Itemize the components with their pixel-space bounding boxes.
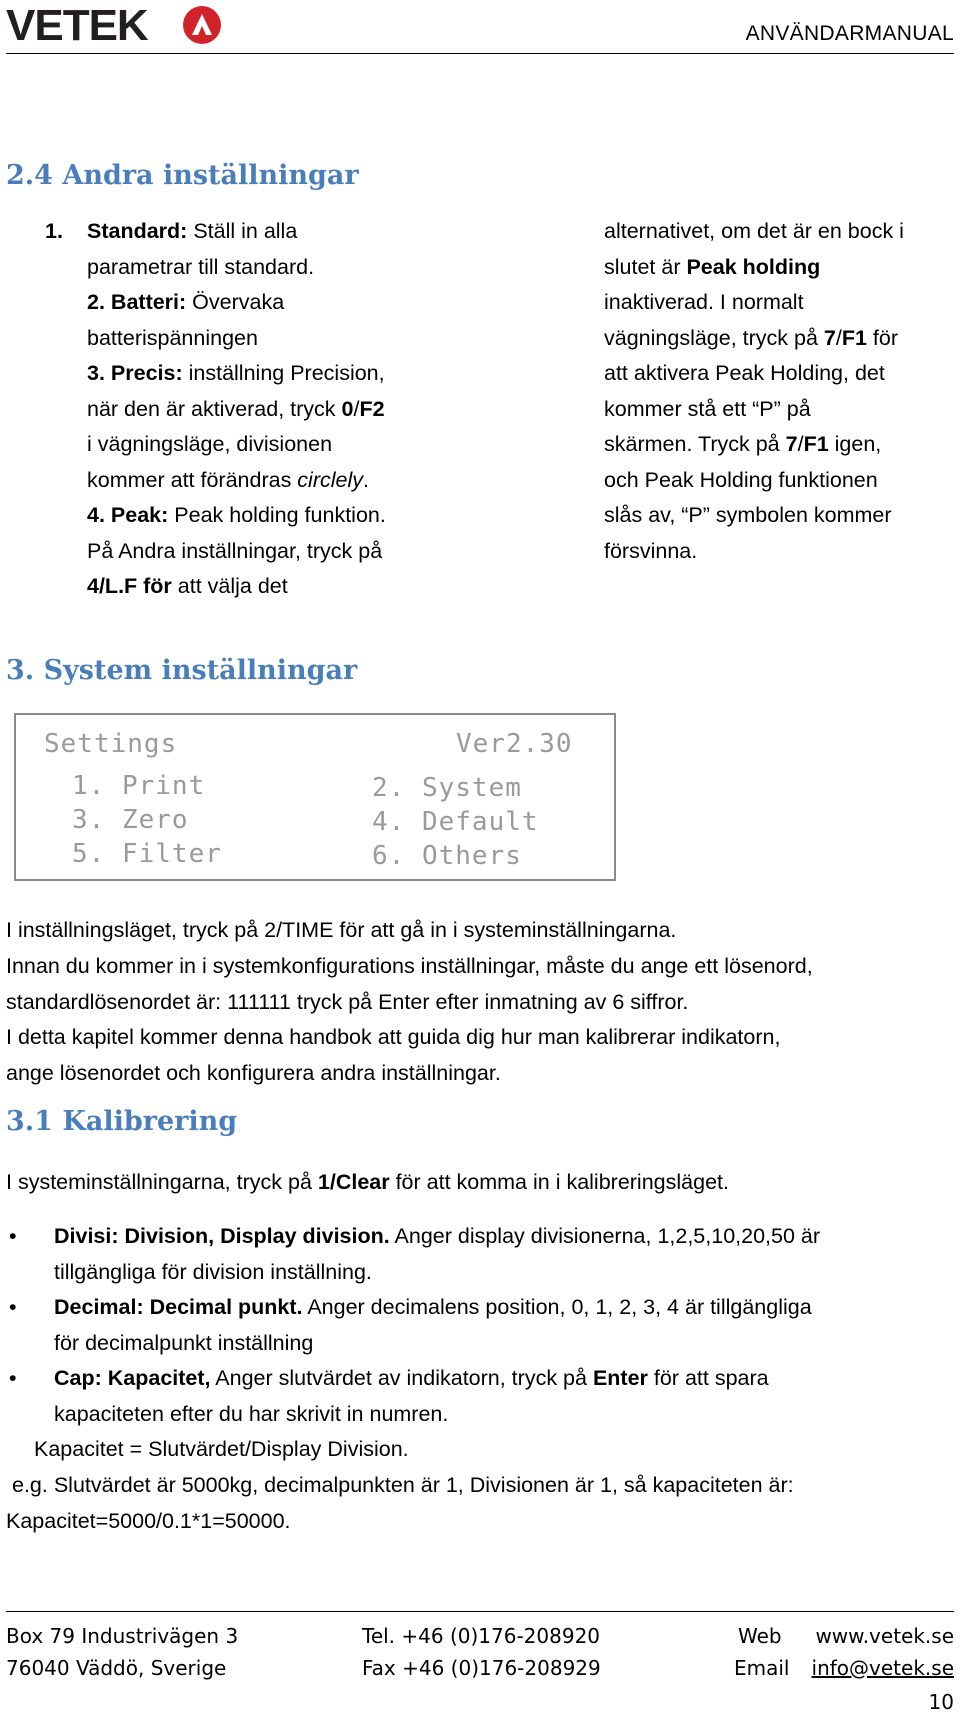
list-item-decimal: • Decimal: Decimal punkt. Anger decimalens position, 0, 1, 2, 3, 4 är tillgängliga för decimalpunkt inställning bbox=[6, 1290, 956, 1361]
header-divider bbox=[6, 53, 954, 54]
screen-option: 3. Zero bbox=[72, 805, 189, 835]
calibration-intro: I systeminställningarna, tryck på 1/Clear för att komma in i kalibreringsläget. bbox=[6, 1170, 729, 1194]
bullet-icon: • bbox=[9, 1366, 17, 1390]
header-title: ANVÄNDARMANUAL bbox=[745, 22, 954, 45]
vetek-logo bbox=[6, 2, 226, 48]
system-paragraph-3: I detta kapitel kommer denna handbok att guida dig hur man kalibrerar indikatorn, ange lösenordet och konfigurera andra inställningar. bbox=[6, 1025, 781, 1085]
footer-divider bbox=[6, 1611, 954, 1612]
system-paragraph-2: Innan du kommer in i systemkonfigurations inställningar, måste du ange ett lösenord, standardlösenordet är: 111111 tryck på Enter efter inmatning av 6 siffror. bbox=[6, 954, 813, 1014]
capacity-formula: Kapacitet = Slutvärdet/Display Division. bbox=[34, 1437, 409, 1461]
logo-wordmark: VETEK bbox=[6, 2, 148, 48]
screen-version: Ver2.30 bbox=[456, 729, 573, 759]
footer-web-link[interactable]: www.vetek.se bbox=[815, 1624, 954, 1648]
bullet-icon: • bbox=[9, 1224, 17, 1248]
email-link[interactable]: info@vetek.se bbox=[811, 1656, 954, 1680]
list-item-batteri: 2. Batteri: Övervaka batterispänningen bbox=[87, 290, 285, 350]
system-paragraph-1: I inställningsläget, tryck på 2/TIME för att gå in i systeminställningarna. bbox=[6, 918, 677, 942]
footer-email-label: Email bbox=[734, 1656, 790, 1680]
screen-option: 5. Filter bbox=[72, 839, 222, 869]
list-item-peak: 4. Peak: Peak holding funktion. På Andra inställningar, tryck på 4/L.F för att välja det bbox=[87, 503, 386, 598]
screen-option: 4. Default bbox=[372, 807, 539, 837]
list-item-precis: 3. Precis: inställning Precision, när den är aktiverad, tryck 0/F2 i vägningsläge, divisionen kommer att förändras circlely. bbox=[87, 361, 385, 492]
footer-tel: Tel. +46 (0)176-208920 bbox=[362, 1624, 601, 1648]
settings-list-left-column bbox=[45, 214, 467, 605]
list-item-standard: 1. Standard: Ställ in alla parametrar till standard. bbox=[45, 219, 315, 279]
footer-address-line-1: Box 79 Industrivägen 3 bbox=[6, 1624, 239, 1648]
calibration-bullet-list bbox=[6, 1219, 956, 1432]
list-item-cap: • Cap: Kapacitet, Anger slutvärdet av indikatorn, tryck på Enter för att spara kapaciteten efter du har skrivit in numren. bbox=[6, 1361, 956, 1432]
footer-web-label: Web bbox=[738, 1624, 782, 1648]
bullet-icon: • bbox=[9, 1295, 17, 1319]
section-3-heading: 3. System inställningar bbox=[6, 655, 358, 686]
page-number: 10 bbox=[928, 1690, 954, 1714]
screen-option: 1. Print bbox=[72, 771, 206, 801]
screen-option: 2. System bbox=[372, 773, 522, 803]
screen-title: Settings bbox=[44, 729, 178, 759]
section-3-1-heading: 3.1 Kalibrering bbox=[6, 1106, 238, 1137]
capacity-example: e.g. Slutvärdet är 5000kg, decimalpunkten är 1, Divisionen är 1, så kapaciteten är: Kapacitet=5000/0.1*1=50000. bbox=[6, 1473, 794, 1533]
footer-fax: Fax +46 (0)176-208929 bbox=[362, 1656, 601, 1680]
list-item-divisi: • Divisi: Division, Display division. Anger display divisionerna, 1,2,5,10,20,50 är tillgängliga för division inställning. bbox=[6, 1219, 956, 1290]
section-2-4-heading: 2.4 Andra inställningar bbox=[6, 160, 359, 191]
settings-list-right-column: alternativet, om det är en bock i slutet är Peak holding inaktiverad. I normalt vägningsläge, tryck på 7/F1 för att aktivera Peak Holding, det kommer stå ett “P” på skärmen. Tryck på 7/F1 igen, och Peak Holding funktionen slås av, “P” symbolen kommer försvinna. bbox=[604, 219, 904, 563]
settings-screen-image bbox=[14, 713, 616, 881]
footer-email-link[interactable] bbox=[812, 1656, 954, 1680]
footer-address-line-2: 76040 Väddö, Sverige bbox=[6, 1656, 227, 1680]
screen-option: 6. Others bbox=[372, 841, 522, 871]
